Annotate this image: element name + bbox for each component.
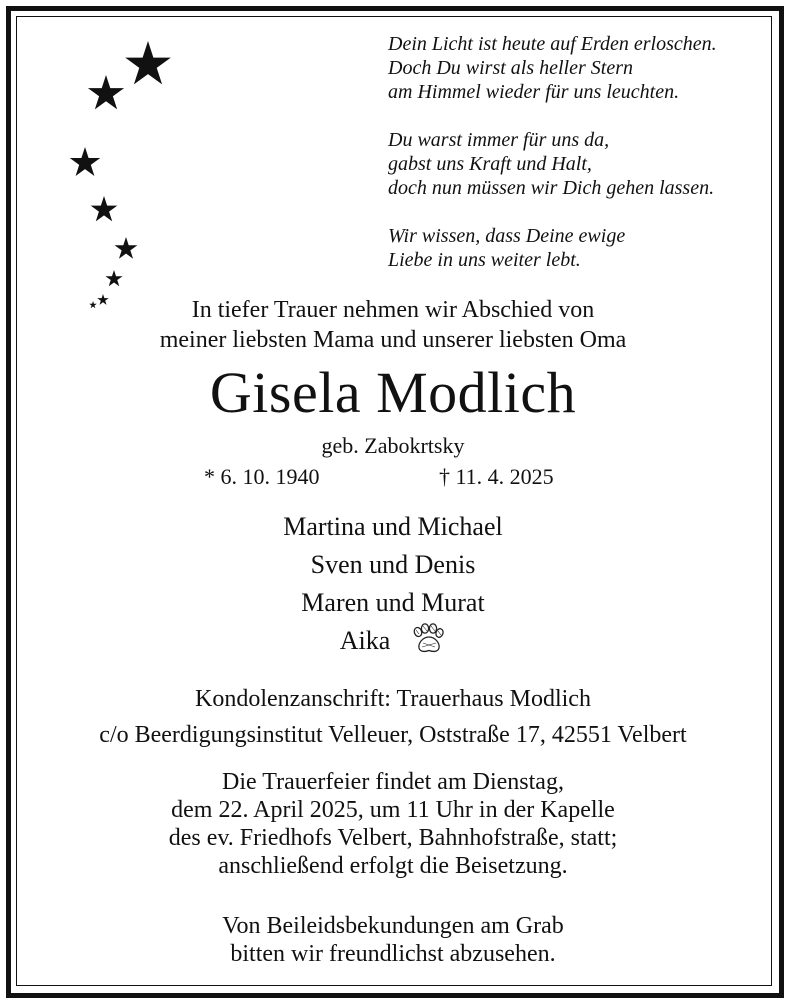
- family-member: Sven und Denis: [310, 550, 476, 579]
- poem-line: Dein Licht ist heute auf Erden erloschen.: [388, 33, 717, 55]
- family-member: Maren und Murat: [301, 588, 485, 617]
- death-date: † 11. 4. 2025: [439, 464, 554, 489]
- poem-line: gabst uns Kraft und Halt,: [388, 153, 592, 175]
- poem-stanza: [388, 128, 758, 200]
- address-line: c/o Beerdigungsinstitut Velleuer, Oststraße 17, 42551 Velbert: [99, 722, 687, 748]
- poem-line: doch nun müssen wir Dich gehen lassen.: [388, 177, 715, 199]
- poem-line: Liebe in uns weiter lebt.: [388, 249, 581, 271]
- poem-line: Du warst immer für uns da,: [388, 129, 610, 151]
- family-member: Martina und Michael: [283, 512, 503, 541]
- life-dates: [20, 462, 766, 492]
- pet-name: Aika: [339, 626, 391, 655]
- ceremony-line: des ev. Friedhofs Velbert, Bahnhofstraße, statt;: [168, 825, 618, 851]
- address-line: Kondolenzanschrift: Trauerhaus Modlich: [195, 686, 591, 712]
- condolence-address: [20, 681, 766, 753]
- deceased-name: Gisela Modlich: [209, 360, 577, 425]
- birth-date: * 6. 10. 1940: [204, 464, 320, 489]
- closing-line: bitten wir freundlichst abzusehen.: [230, 941, 556, 967]
- poem-stanza: [388, 224, 758, 272]
- intro-text: [20, 295, 766, 355]
- closing-note: [20, 912, 766, 968]
- ceremony-info: [20, 768, 766, 880]
- family-list: [20, 508, 766, 660]
- intro-line: In tiefer Trauer nehmen wir Abschied von: [191, 297, 595, 323]
- poem-line: Wir wissen, dass Deine ewige: [388, 225, 626, 247]
- poem-line: Doch Du wirst als heller Stern: [388, 57, 633, 79]
- family-member-pet: [20, 622, 766, 660]
- birth-name: geb. Zabokrtsky: [321, 433, 465, 458]
- intro-line: meiner liebsten Mama und unserer liebsten Oma: [159, 327, 627, 353]
- poem-stanza: [388, 32, 758, 104]
- closing-line: Von Beileidsbekundungen am Grab: [222, 913, 564, 939]
- ceremony-line: dem 22. April 2025, um 11 Uhr in der Kapelle: [171, 797, 615, 823]
- poem: [388, 32, 758, 272]
- poem-line: am Himmel wieder für uns leuchten.: [388, 81, 680, 103]
- ceremony-line: Die Trauerfeier findet am Dienstag,: [222, 769, 564, 795]
- paw-print-icon: [410, 623, 446, 655]
- ceremony-line: anschließend erfolgt die Beisetzung.: [218, 853, 568, 879]
